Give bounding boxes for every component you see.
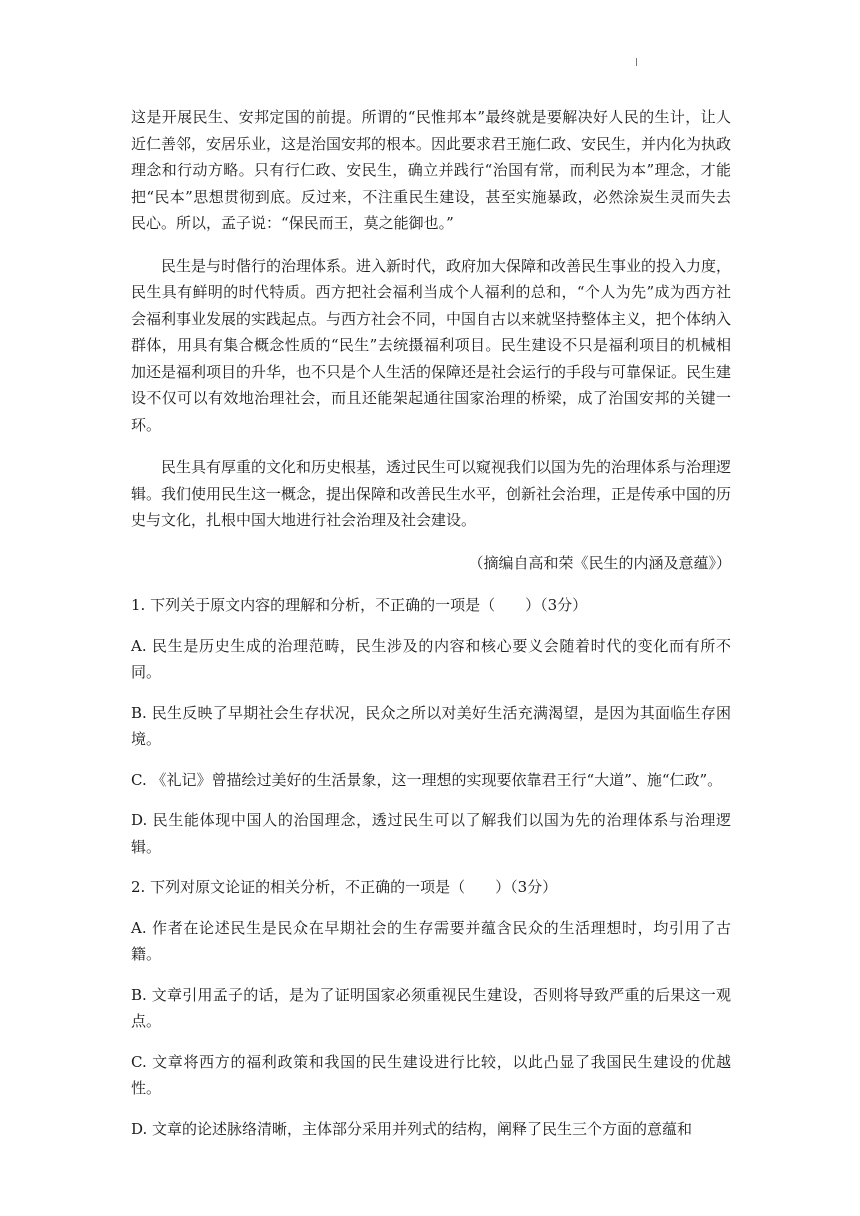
question-1-stem: 1. 下列关于原文内容的理解和分析，不正确的一项是（ ）（3分） (131, 596, 588, 614)
question-1-option-c: C. 《礼记》曾描绘过美好的生活景象，这一理想的实现要依靠君王行“大道”、施“仁政”。 (131, 770, 723, 789)
paragraph: 民生是与时偕行的治理体系。进入新时代，政府加大保障和改善民生事业的投入力度，民生具有鲜明的时代特质。西方把社会福利当成个人福利的总和，“个人为先”成为西方社会福利事业发展的实践起点。与西方社会不同，中国自古以来就坚持整体主义，把个体纳入群体，用具有集合概念性质的“民生”去统摄福利项目。民生建设不只是福利项目的机械相加还是福利项目的升华，也不只是个人生活的保障还是社会运行的手段与可靠保证。民生建设不仅可以有效地治理社会，而且还能架起通往国家治理的桥梁，成了治国安邦的关键一环。 (131, 256, 732, 434)
question-2-stem: 2. 下列对原文论证的相关分析，不正确的一项是（ ）（3分） (131, 878, 558, 896)
question-2-option-b: B. 文章引用孟子的话，是为了证明国家必须重视民生建设，否则将导致严重的后果这一观点。 (131, 985, 731, 1030)
question-2-option-c: C. 文章将西方的福利政策和我国的民生建设进行比较，以此凸显了我国民生建设的优越性。 (131, 1052, 731, 1097)
question-2-option-a: A. 作者在论述民生是民众在早期社会的生存需要并蕴含民众的生活理想时，均引用了古籍。 (131, 918, 731, 963)
source-citation: （摘编自高和荣《民生的内涵及意蕴》） (468, 553, 731, 572)
paragraph: 民生具有厚重的文化和历史根基，透过民生可以窥视我们以国为先的治理体系与治理逻辑。我们使用民生这一概念，提出保障和改善民生水平，创新社会治理，正是传承中国的历史与文化，扎根中国大地进行社会治理及社会建设。 (131, 458, 732, 529)
question-1-option-b: B. 民生反映了早期社会生存状况，民众之所以对美好生活充满渴望，是因为其面临生存困境。 (131, 703, 731, 748)
paragraph: 这是开展民生、安邦定国的前提。所谓的“民惟邦本”最终就是要解决好人民的生计，让人近仁善邻，安居乐业，这是治国安邦的根本。因此要求君王施仁政、安民生，并内化为执政理念和行动方略。只有行仁政、安民生，确立并践行“治国有常，而利民为本”理念，才能把“民本”思想贯彻到底。反过来，不注重民生建设，甚至实施暴政，必然涂炭生灵而失去民心。所以，孟子说：“保民而王，莫之能御也。” (131, 108, 732, 232)
document-body (131, 104, 731, 1156)
question-1-option-a: A. 民生是历史生成的治理范畴，民生涉及的内容和核心要义会随着时代的变化而有所不同。 (131, 636, 731, 681)
question-2-option-d: D. 文章的论述脉络清晰，主体部分采用并列式的结构，阐释了民生三个方面的意蕴和 (131, 1119, 693, 1138)
header-mark (636, 58, 637, 66)
question-1-option-d: D. 民生能体现中国人的治国理念，透过民生可以了解我们以国为先的治理体系与治理逻辑。 (131, 811, 731, 856)
